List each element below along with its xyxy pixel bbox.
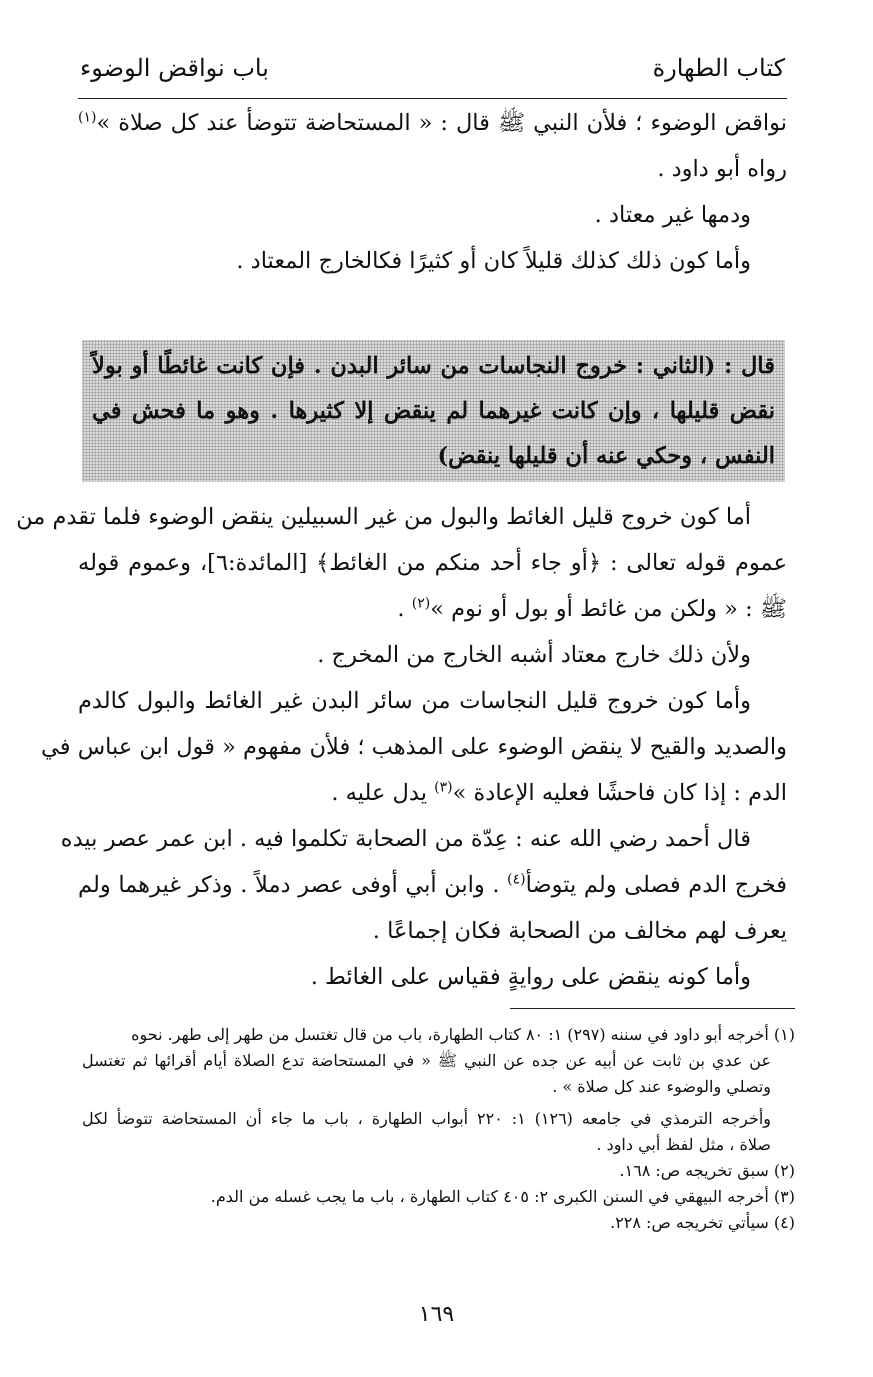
- commentary-body: [16, 494, 787, 1000]
- text-line: ولأن ذلك خارج معتاد أشبه الخارج من المخرج .: [317, 642, 751, 668]
- text-line: فخرج الدم فصلى ولم يتوضأ$^{(٤)}$ . وابن أبي أوفى عصر دملاً . وذكر غيرهما ولم: [78, 871, 787, 898]
- page-number: ١٦٩: [418, 1302, 455, 1327]
- text-line: يعرف لهم مخالف من الصحابة فكان إجماعًا .: [372, 918, 787, 944]
- text-line: وأما كون ذلك كذلك قليلاً كان أو كثيرًا فكالخارج المعتاد .: [236, 248, 751, 274]
- text-line: وأما كون خروج قليل النجاسات من سائر البدن غير الغائط والبول كالدم: [78, 688, 751, 714]
- text-line: ﷺ : « ولكن من غائط أو بول أو نوم »$^{(٢)}$ .: [397, 595, 787, 622]
- running-header: [80, 52, 785, 84]
- footnote-1-cont: صلاة ، مثل لفظ أبي داود .: [596, 1135, 771, 1154]
- footnote-1-cont: وأخرجه الترمذي في جامعه (١٢٦) ١: ٢٢٠ أبواب الطهارة ، باب ما جاء أن المستحاضة تتوضأ لكل: [82, 1109, 772, 1128]
- quote-line: نقض قليلها ، وإن كانت غيرهما لم ينقض إلا كثيرها . وهو ما فحش في: [92, 398, 775, 424]
- footnote-ref: (٤): [507, 871, 526, 888]
- quote-line: قال : (الثاني : خروج النجاسات من سائر البدن . فإن كانت غائطًا أو بولاً: [92, 353, 775, 379]
- header-book-title: كتاب الطهارة: [652, 54, 785, 82]
- highlighted-matn-quote: [82, 340, 785, 482]
- footnote-ref: (٢): [411, 595, 431, 612]
- footnote-1-cont: وتصلي والوضوء عند كل صلاة » .: [552, 1077, 771, 1096]
- top-paragraph: [78, 100, 787, 284]
- text-line: عموم قوله تعالى : ﴿أو جاء أحد منكم من الغائط﴾ [المائدة:٦]، وعموم قوله: [78, 550, 787, 576]
- footnote-2: (٢) سبق تخريجه ص: ١٦٨.: [619, 1161, 795, 1180]
- header-rule: [78, 98, 787, 99]
- footnote-1: (١) أخرجه أبو داود في سننه (٢٩٧) ١: ٨٠ كتاب الطهارة، باب من قال تغتسل من طهر إلى طهر. نحوه: [131, 1025, 795, 1044]
- footnote-4: (٤) سيأتي تخريجه ص: ٢٢٨.: [610, 1213, 795, 1232]
- header-chapter-title: باب نواقض الوضوء: [80, 54, 269, 82]
- text-line: رواه أبو داود .: [657, 156, 787, 182]
- text-line: والصديد والقيح لا ينقض الوضوء على المذهب ؛ فلأن مفهوم « قول ابن عباس في: [41, 734, 787, 760]
- footnote-ref: (١): [78, 109, 97, 126]
- footnote-separator: [510, 1008, 795, 1009]
- footnote-3: (٣) أخرجه البيهقي في السنن الكبرى ٢: ٤٠٥ كتاب الطهارة ، باب ما يجب غسله من الدم.: [210, 1187, 795, 1206]
- quote-line: النفس ، وحكي عنه أن قليلها ينقض): [437, 443, 775, 469]
- footnote-ref: (٣): [434, 779, 453, 796]
- text-line: وأما كونه ينقض على روايةٍ فقياس على الغائط .: [310, 964, 751, 990]
- footnotes: [82, 1022, 795, 1236]
- text-line: نواقض الوضوء ؛ فلأن النبي ﷺ قال : « المستحاضة تتوضأ عند كل صلاة »$^{(١)}$: [78, 109, 787, 136]
- text-line: الدم : إذا كان فاحشًا فعليه الإعادة »$^{(٣)}$ يدل عليه .: [331, 779, 787, 806]
- footnote-1-cont: عن عدي بن ثابت عن أبيه عن جده عن النبي ﷺ « في المستحاضة تدع الصلاة أيام أقرائها ثم تغتسل: [82, 1051, 771, 1070]
- text-line: أما كون خروج قليل الغائط والبول من غير السبيلين ينقض الوضوء فلما تقدم من: [16, 504, 751, 530]
- text-line: ودمها غير معتاد .: [594, 202, 751, 228]
- text-line: قال أحمد رضي الله عنه : عِدّة من الصحابة تكلموا فيه . ابن عمر عصر بيده: [60, 826, 751, 852]
